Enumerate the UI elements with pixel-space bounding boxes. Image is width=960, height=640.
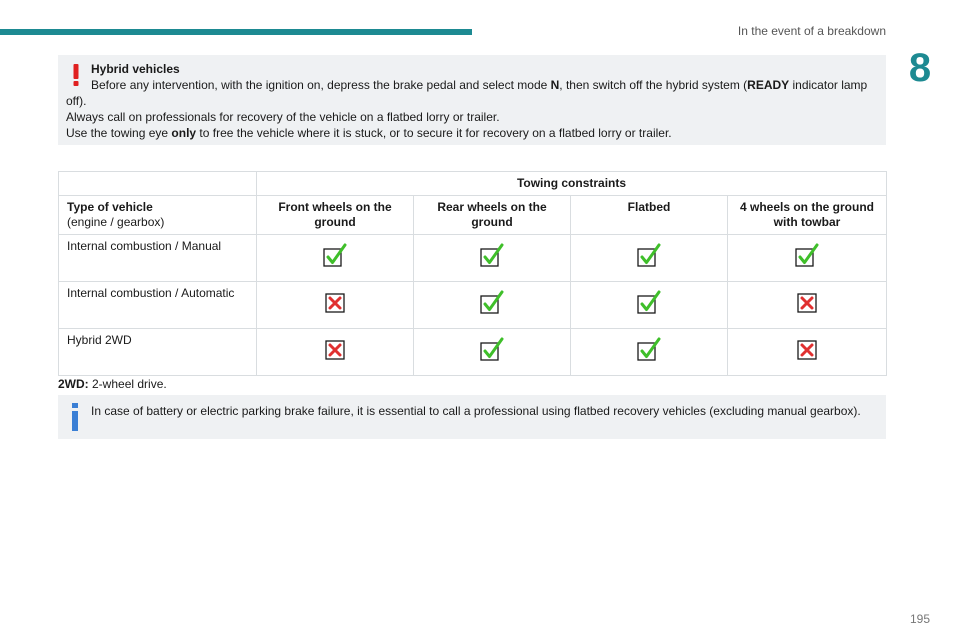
vehicle-type-header: Type of vehicle (engine / gearbox) [59,196,257,235]
info-text: In case of battery or electric parking brake failure, it is essential to call a professional using flatbed recovery vehicles (excluding manual gearbox). [91,404,861,418]
section-title: In the event of a breakdown [737,24,886,38]
info-icon [70,403,80,431]
warning-line-1-cont: off). [66,94,87,108]
column-header: 4 wheels on the ground with towbar [728,196,887,235]
cross-icon [257,282,414,329]
footnote: 2WD: 2-wheel drive. [58,377,167,391]
column-header: Front wheels on the ground [257,196,414,235]
check-icon [414,235,571,282]
header-accent-bar [0,29,472,35]
row-label: Internal combustion / Manual [59,235,257,282]
chapter-number: 8 [908,46,932,90]
cross-icon [257,329,414,376]
warning-box [58,55,886,145]
table-row [59,282,887,329]
warning-line-3: Use the towing eye only to free the vehicle where it is stuck, or to secure it for recovery on a flatbed lorry or trailer. [66,126,672,140]
check-icon [257,235,414,282]
info-box [58,395,886,439]
table-row [59,235,887,282]
table-row [59,329,887,376]
row-label: Internal combustion / Automatic [59,282,257,329]
table-corner-cell [59,172,257,196]
page-number: 195 [910,612,931,626]
warning-title: Hybrid vehicles [91,62,180,76]
check-icon [728,235,887,282]
check-icon [414,282,571,329]
cross-icon [728,282,887,329]
warning-line-1: Before any intervention, with the ignition on, depress the brake pedal and select mode N, then switch off the hybrid system (READY indicator lamp [91,78,868,92]
column-header: Rear wheels on the ground [414,196,571,235]
cross-icon [728,329,887,376]
exclamation-icon [70,63,82,87]
column-header: Flatbed [571,196,728,235]
check-icon [571,235,728,282]
group-header: Towing constraints [257,172,887,196]
check-icon [571,282,728,329]
towing-constraints-table [58,171,887,376]
warning-line-2: Always call on professionals for recovery of the vehicle on a flatbed lorry or trailer. [66,110,500,124]
check-icon [571,329,728,376]
check-icon [414,329,571,376]
row-label: Hybrid 2WD [59,329,257,376]
